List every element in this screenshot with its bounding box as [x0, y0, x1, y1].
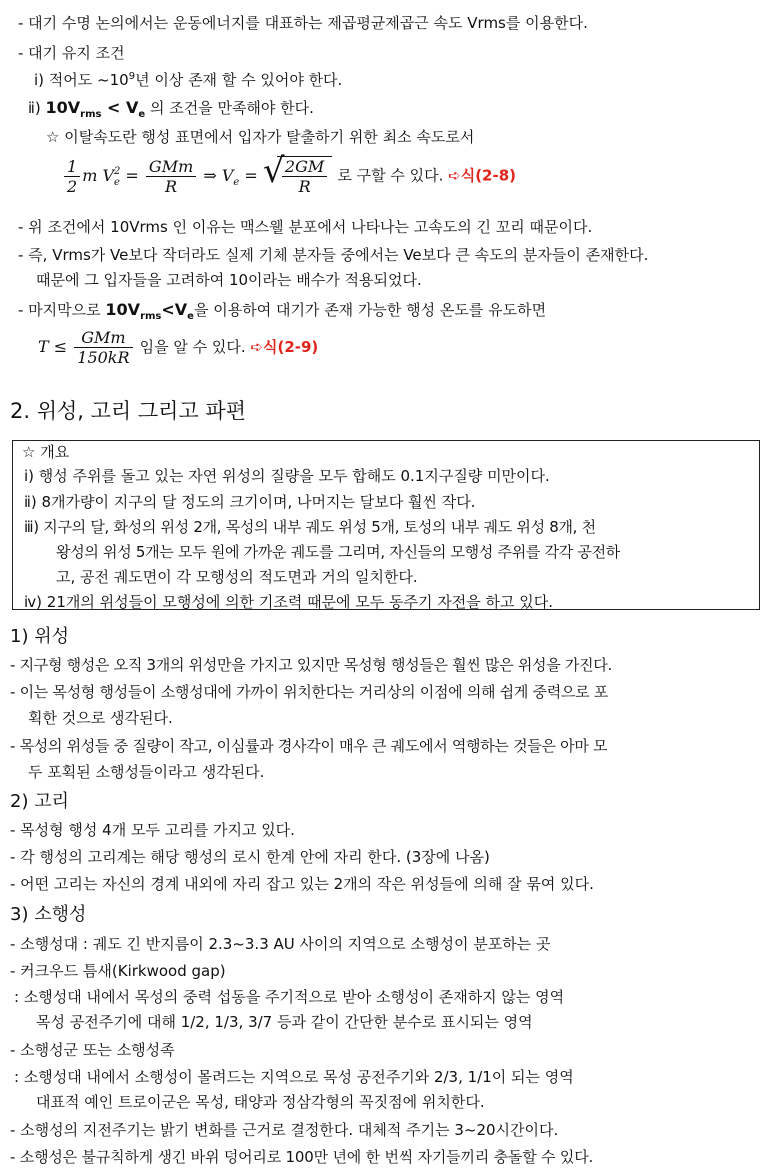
rings-line-a: - 목성형 행성 4개 모두 고리를 가지고 있다.: [10, 821, 295, 839]
eq-half-fraction: $\frac{1}{2}$: [64, 157, 80, 196]
satellites-line-c: - 목성의 위성들 중 질량이 작고, 이심률과 경사각이 매우 큰 궤도에서 역행하는 것들은 아마 모: [10, 737, 608, 755]
asteroids-line-f: - 소행성의 지전주기는 밝기 변화를 근거로 결정한다. 대체적 주기는 3~20시간이다.: [10, 1121, 559, 1139]
asteroids-line-e: : 소행성대 내에서 소행성이 몰려드는 지역으로 목성 공전주기와 2/3, 1/1이 되는 영역: [14, 1068, 574, 1086]
asteroids-line-e-cont: 대표적 예인 트로이군은 목성, 태양과 정삼각형의 꼭짓점에 위치한다.: [36, 1093, 485, 1111]
intro-line-conditions: - 대기 유지 조건: [18, 44, 125, 62]
asteroids-line-a: - 소행성대 : 궤도 긴 반지름이 2.3~3.3 AU 사이의 지역으로 소행성이 분포하는 곳: [10, 935, 551, 953]
overview-item-ii: ⅱ) 8개가량이 지구의 달 정도의 크기이며, 나머지는 달보다 훨씬 작다.: [24, 493, 476, 511]
escape-velocity-note: ☆ 이탈속도란 행성 표면에서 입자가 탈출하기 위한 최소 속도로서: [46, 128, 475, 146]
equation-temperature: T ≤ $\frac{\text{GMm}}{150kR}$ 임을 알 수 있다. ➪식(2-9): [38, 328, 319, 368]
asteroids-line-d: - 소행성군 또는 소행성족: [10, 1041, 175, 1059]
subsection-satellites: 1) 위성: [10, 626, 69, 647]
satellites-line-b-cont: 획한 것으로 생각된다.: [28, 709, 173, 727]
overview-item-iv: ⅳ) 21개의 위성들이 모행성에 의한 기조력 때문에 모두 동주기 자전을 하고 있다.: [24, 593, 554, 611]
asteroids-line-c-cont: 목성 공전주기에 대해 1/2, 1/3, 3/7 등과 같이 간단한 분수로 표시되는 영역: [36, 1013, 533, 1031]
subsection-asteroids: 3) 소행성: [10, 904, 87, 925]
eq-temp-fraction: $\frac{\text{GMm}}{150kR}$: [74, 328, 132, 367]
equation-ref-2-9: ➪식(2-9): [250, 338, 319, 357]
overview-item-iii-cont2: 고, 공전 궤도면이 각 모행성의 적도면과 거의 일치한다.: [56, 568, 418, 586]
asteroids-line-g: - 소행성은 불규칙하게 생긴 바위 덩어리로 100만 년에 한 번씩 자기들끼리 충돌할 수 있다.: [10, 1148, 594, 1166]
condition-ii: ⅱ) $10V_{rms} < V_e$ 의 조건을 만족해야 한다.: [28, 98, 314, 120]
rings-line-c: - 어떤 고리는 자신의 경계 내외에 자리 잡고 있는 2개의 작은 위성들에 의해 잘 묶여 있다.: [10, 875, 594, 893]
equation-escape-velocity: $\frac{1}{2}$ m $V_e^2$ = $\frac{\text{GMm}}{R}$ ⇒ $V_e$ = √ $\frac{2GM}{R}$ 로 구할 수 있다. ➪식(2-8): [62, 156, 516, 212]
section-title: 2. 위성, 고리 그리고 파편: [10, 399, 246, 423]
overview-heading: ☆ 개요: [22, 443, 70, 461]
asteroids-line-b: - 커크우드 틈새(Kirkwood gap): [10, 962, 226, 980]
intro-line-vrms: - 대기 수명 논의에서는 운동에너지를 대표하는 제곱평균제곱근 속도 Vrms를 이용한다.: [18, 14, 588, 32]
eq-gmm-fraction: $\frac{\text{GMm}}{R}$: [146, 157, 196, 196]
asteroids-line-c: : 소행성대 내에서 목성의 중력 섭동을 주기적으로 받아 소행성이 존재하지 않는 영역: [14, 988, 565, 1006]
overview-item-iii: ⅲ) 지구의 달, 화성의 위성 2개, 목성의 내부 궤도 위성 5개, 토성의 내부 궤도 위성 8개, 천: [24, 518, 596, 536]
satellites-line-c-cont: 두 포획된 소행성들이라고 생각된다.: [28, 763, 265, 781]
subsection-rings: 2) 고리: [10, 791, 69, 812]
satellites-line-b: - 이는 목성형 행성들이 소행성대에 가까이 위치한다는 거리상의 이점에 의해 쉽게 중력으로 포: [10, 683, 608, 701]
eq-sqrt: √ $\frac{2GM}{R}$: [263, 156, 332, 196]
intro-line-temperature: - 마지막으로 $10V_{rms}<V_e$을 이용하여 대기가 존재 가능한 행성 온도를 유도하면: [18, 300, 547, 322]
condition-i: ⅰ) 적어도 $\sim 10^9$년 이상 존재 할 수 있어야 한다.: [34, 71, 343, 89]
overview-item-iii-cont1: 왕성의 위성 5개는 모두 원에 가까운 궤도를 그리며, 자신들의 모행성 주위를 각각 공전하: [56, 543, 620, 561]
equation-ref-2-8: ➪식(2-8): [448, 166, 517, 185]
intro-line-reason: - 위 조건에서 10Vrms 인 이유는 맥스웰 분포에서 나타나는 고속도의 긴 꼬리 때문이다.: [18, 218, 593, 236]
overview-item-i: ⅰ) 행성 주위를 돌고 있는 자연 위성의 질량을 모두 합해도 0.1지구질량 미만이다.: [24, 467, 550, 485]
intro-line-multiplier: 때문에 그 입자들을 고려하여 10이라는 배수가 적용되었다.: [36, 271, 422, 289]
rings-line-b: - 각 행성의 고리계는 해당 행성의 로시 한계 안에 자리 한다. (3장에 나옴): [10, 848, 490, 866]
satellites-line-a: - 지구형 행성은 오직 3개의 위성만을 가지고 있지만 목성형 행성들은 훨씬 많은 위성을 가진다.: [10, 656, 612, 674]
intro-line-explanation: - 즉, Vrms가 Ve보다 작더라도 실제 기체 분자들 중에서는 Ve보다 큰 속도의 분자들이 존재한다.: [18, 246, 649, 264]
